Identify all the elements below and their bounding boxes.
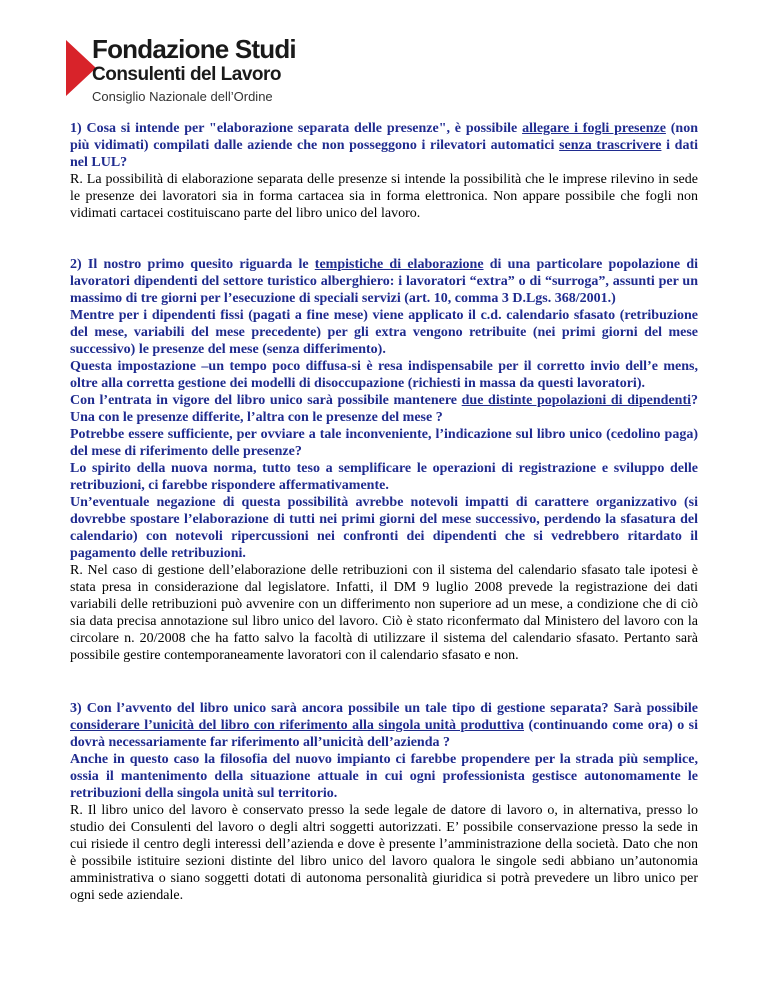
- question-text: 2) Il nostro primo quesito riguarda le: [70, 257, 315, 272]
- question: [70, 120, 698, 171]
- question-text: Anche in questo caso la filosofia del nuovo impianto ci farebbe propendere per la strada più semplice, ossia il mantenimento della situazione attuale in cui ogni professionista gestisce autonomamente le retribuzioni della singola unità sul territorio.: [70, 752, 698, 801]
- underlined-text: considerare l’unicità del libro con riferimento alla singola unità produttiva: [70, 718, 524, 733]
- question-text: 1) Cosa si intende per "elaborazione separata delle presenze", è possibile: [70, 121, 523, 136]
- underlined-text: allegare i fogli presenze: [522, 121, 666, 136]
- question: [70, 256, 698, 562]
- answer: R. Il libro unico del lavoro è conservato presso la sede legale de datore di lavoro o, in alternativa, presso lo studio dei Consulenti del lavoro o degli altri soggetti autorizzati. E’ possibile conservazione presso la sede in cui risiede il centro degli interessi dell’azienda e dove è presente l’amministrazione della società. Dato che non è possibile istituire sezioni distinte del libro unico del lavoro qualora le singole sedi abbiano un’autonomia amministrativa o siano soggetti dotati di autonoma personalità giuridica si potrà prevedere un libro unico per ogni sede aziendale.: [70, 803, 698, 903]
- underlined-text: senza trascrivere: [559, 138, 662, 153]
- logo: [66, 34, 306, 106]
- logo-subtitle: Consulenti del Lavoro: [92, 64, 282, 85]
- qa-section-3: [70, 700, 698, 904]
- question-text: 3) Con l’avvento del libro unico sarà ancora possibile un tale tipo di gestione separata? Sarà possibile: [70, 701, 698, 716]
- question-text: i dati nel LUL?: [70, 138, 698, 170]
- answer: R. La possibilità di elaborazione separata delle presenze si intende la possibilità che le imprese rilevino in sede le presenze dei lavoratori sia in forma cartacea sia in forma elettronica. Non appare possibile che fogli non vidimati cartacei costituiscano parte del libro unico del lavoro.: [70, 172, 698, 221]
- question-text: di una particolare popolazione di lavoratori dipendenti del settore turistico alberghiero: i lavoratori “extra” o di “surroga”, assunti per un massimo di tre giorni per l’esecuzione di speciali servizi (art. 10, comma 3 D.Lgs. 368/2001.): [70, 257, 698, 306]
- qa-section-2: [70, 256, 698, 664]
- document-body: [70, 120, 698, 938]
- question-text: Lo spirito della nuova norma, tutto teso a semplificare le operazioni di registrazione e sviluppo delle retribuzioni, ci farebbe rispondere affermativamente.: [70, 461, 698, 493]
- qa-section-1: [70, 120, 698, 222]
- logo-caption: Consiglio Nazionale dell’Ordine: [92, 89, 273, 104]
- question-text: Con l’entrata in vigore del libro unico sarà possibile mantenere: [70, 393, 462, 408]
- underlined-text: due distinte popolazioni di dipendenti: [461, 393, 691, 408]
- question-text: (non più vidimati) compilati dalle aziende che non posseggono i rilevatori automatici: [70, 121, 698, 153]
- question: [70, 700, 698, 802]
- answer: R. Nel caso di gestione dell’elaborazione delle retribuzioni con il sistema del calendario sfasato tale ipotesi è stata presa in considerazione dal legislatore. Infatti, il DM 9 luglio 2008 prevede la registrazione dei dati variabili delle retribuzioni può avvenire con un differimento non superiore ad un mese, a condizione che di ciò sia data precisa annotazione sul libro unico del lavoro. Ciò è stato riconfermato dal Ministero del lavoro con la circolare n. 20/2008 che ha fatto salvo la facoltà di utilizzare il sistema del calendario sfasato. Pertanto sarà possibile gestire contemporaneamente lavoratori con il calendario sfasato e non.: [70, 563, 698, 663]
- question-text: Potrebbe essere sufficiente, per ovviare a tale inconveniente, l’indicazione sul libro unico (cedolino paga) del mese di riferimento delle presenze?: [70, 427, 698, 459]
- question-text: (continuando come ora) o si dovrà necessariamente far riferimento all’unicità dell’azienda ?: [70, 718, 699, 750]
- question-text: ? Una con le presenze differite, l’altra con le presenze del mese ?: [70, 393, 698, 425]
- logo-title: Fondazione Studi: [92, 34, 296, 64]
- question-text: Questa impostazione –un tempo poco diffusa-si è resa indispensabile per il corretto invio dell’e mens, oltre alla corretta gestione dei modelli di disoccupazione (richiesti in massa da questi lavoratori).: [70, 359, 698, 391]
- question-text: Mentre per i dipendenti fissi (pagati a fine mese) viene applicato il c.d. calendario sfasato (retribuzione del mese, variabili del mese precedente) per gli extra vengono retribuite (nei primi giorni del mese successivo) le presenze del mese (senza differimento).: [70, 308, 698, 357]
- question-text: Un’eventuale negazione di questa possibilità avrebbe notevoli impatti di carattere organizzativo (si dovrebbe spostare l’elaborazione di tutti nei primi giorni del mese successivo, perdendo la sfasatura del calendario) con notevoli ripercussioni nei confronti dei dipendenti che si vedrebbero ritardato il pagamento delle retribuzioni.: [70, 495, 698, 561]
- underlined-text: tempistiche di elaborazione: [314, 257, 484, 272]
